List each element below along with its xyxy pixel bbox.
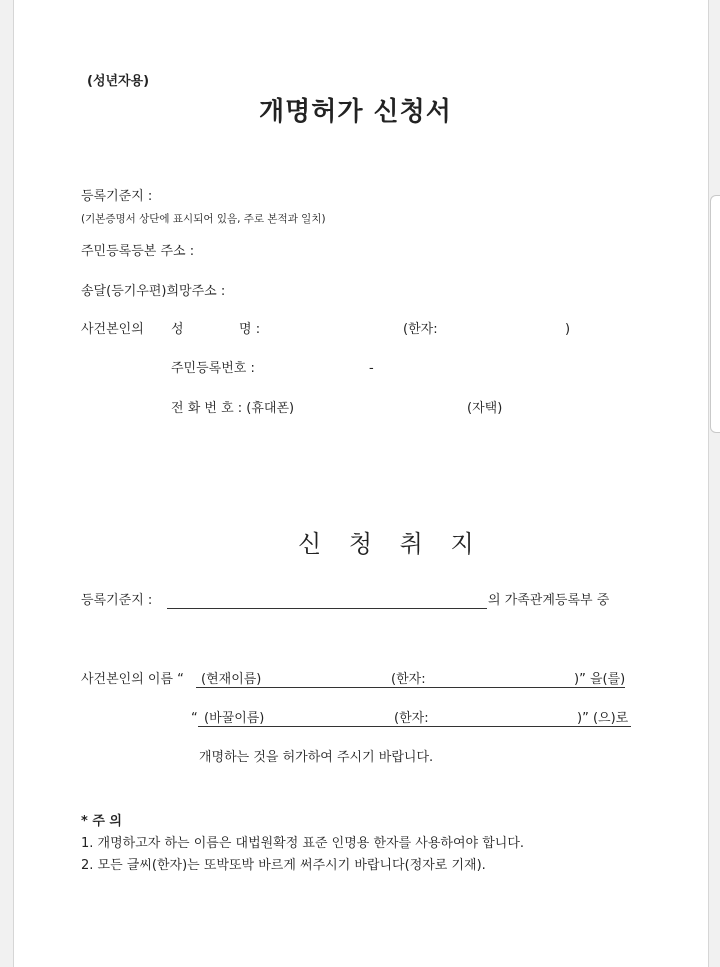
current-hanja-label: (한자: <box>391 672 426 687</box>
name-hanja-label: (한자: <box>403 322 438 337</box>
note-item-1: 1. 개명하고자 하는 이름은 대법원확정 표준 인명용 한자를 사용하여야 합니다. <box>81 836 525 851</box>
phone-label: 전 화 번 호 : (휴대폰) <box>171 401 295 416</box>
note-item-2: 2. 모든 글씨(한자)는 또박또박 바르게 써주시기 바랍니다(정자로 기재). <box>81 858 486 873</box>
current-name-placeholder: (현재이름) <box>201 672 262 687</box>
name-hanja-close: ) <box>565 322 571 337</box>
name-label-part1: 성 <box>171 322 184 337</box>
person-label: 사건본인의 <box>81 322 144 337</box>
document-title: 개명허가 신청서 <box>259 97 452 127</box>
registry-underline <box>167 608 487 609</box>
request-text: 개명하는 것을 허가하여 주시기 바랍니다. <box>199 750 434 765</box>
form-type-tag: (성년자용) <box>87 74 150 89</box>
mailing-address-label: 송달(등기우편)희망주소 : <box>81 284 226 299</box>
new-name-suffix: )” (으)로 <box>577 711 629 726</box>
purpose-heading: 신 청 취 지 <box>298 530 484 558</box>
purpose-registry-suffix: 의 가족관계등록부 중 <box>488 593 610 608</box>
registry-note: (기본증명서 상단에 표시되어 있음, 주로 본적과 일치) <box>81 213 326 225</box>
new-name-placeholder: (바꿀이름) <box>204 711 265 726</box>
name-label-part2: 명 : <box>239 322 261 337</box>
new-hanja-label: (한자: <box>394 711 429 726</box>
rrn-dash: - <box>369 361 374 376</box>
current-name-suffix: )” 을(를) <box>574 672 626 687</box>
new-name-prefix: “ <box>191 711 198 726</box>
notes-heading: * 주 의 <box>81 814 122 829</box>
registry-label: 등록기준지 : <box>81 189 153 204</box>
home-phone-label: (자택) <box>467 401 503 416</box>
purpose-registry-label: 등록기준지 : <box>81 593 153 608</box>
rrn-label: 주민등록번호 : <box>171 361 255 376</box>
address-label: 주민등록등본 주소 : <box>81 244 195 259</box>
document-page <box>13 0 709 967</box>
current-name-prefix: 사건본인의 이름 “ <box>81 672 184 687</box>
side-panel-tab[interactable] <box>710 195 720 433</box>
